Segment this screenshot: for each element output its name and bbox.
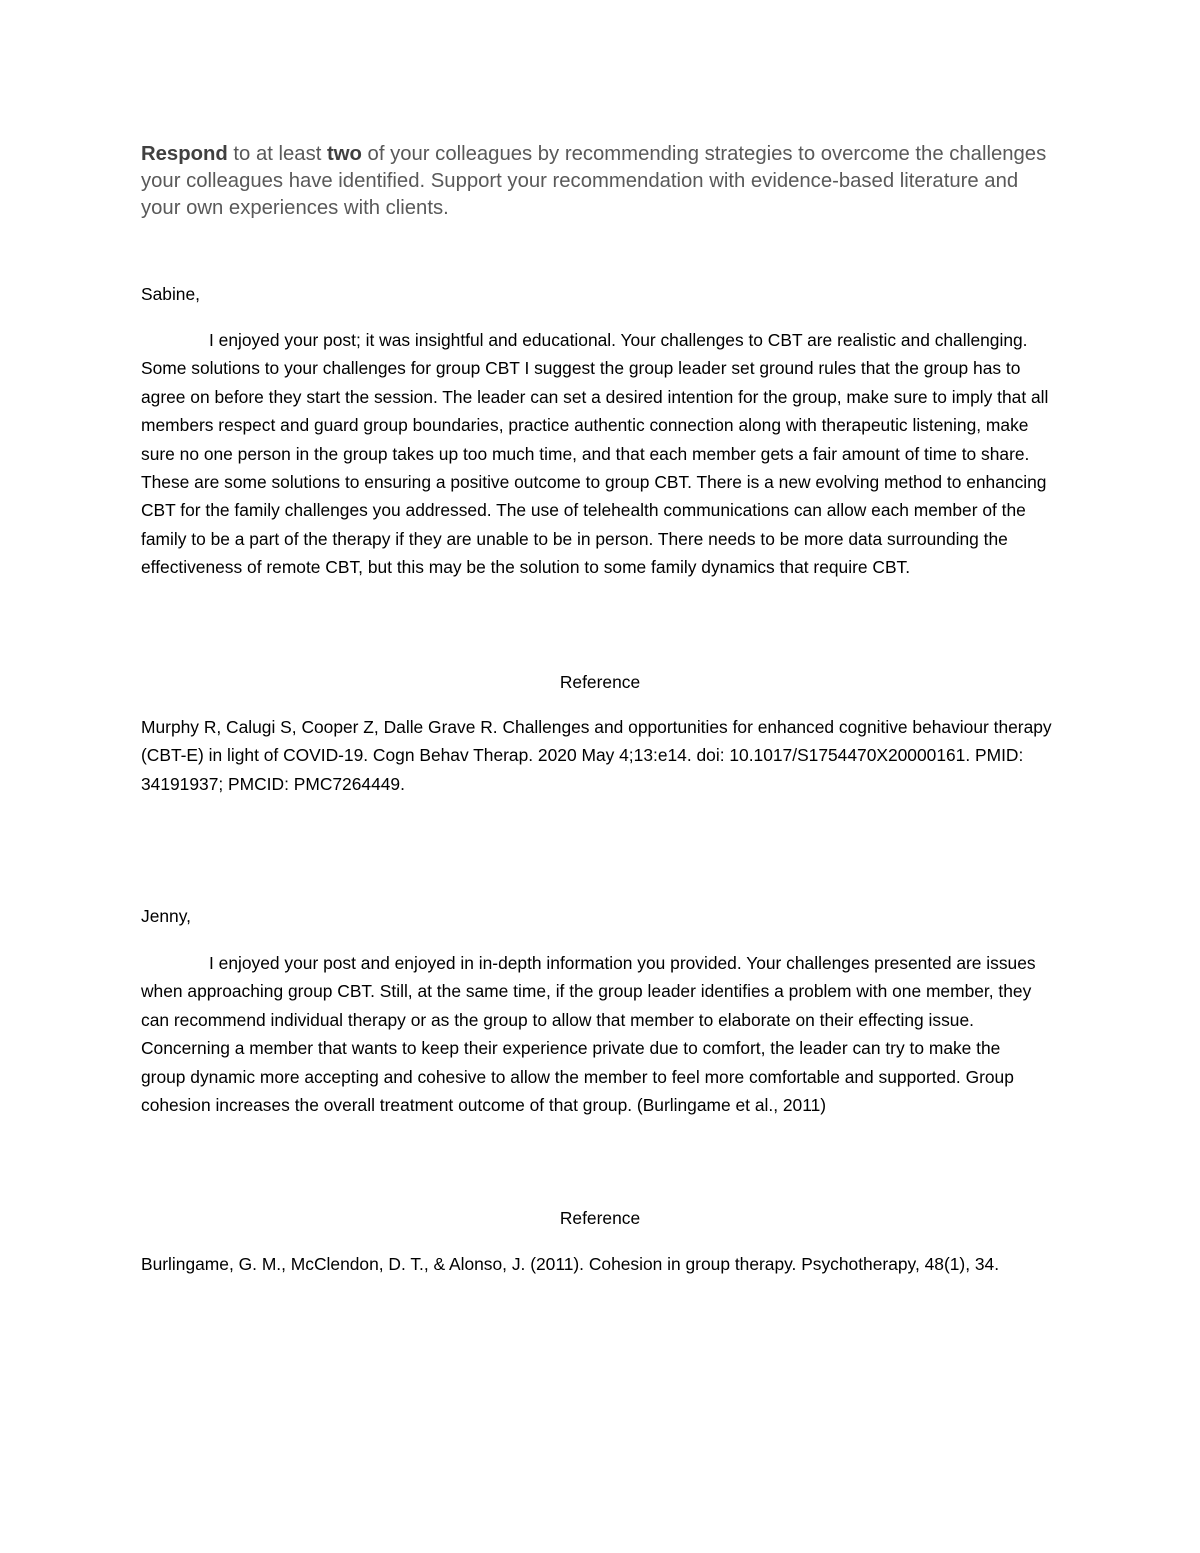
response-body-sabine: I enjoyed your post; it was insightful and educational. Your challenges to CBT are realistic and challenging. Some solutions to your challenges for group CBT I suggest the group leader set ground rules that the group has to agree on before they start the session. The leader can set a desired intention for the group, make sure to imply that all members respect and guard group boundaries, practice authentic connection along with therapeutic listening, make sure no one person in the group takes up too much time, and that each member gets a fair amount of time to share. These are some solutions to ensuring a positive outcome to group CBT. There is a new evolving method to enhancing CBT for the family challenges you addressed. The use of telehealth communications can allow each member of the family to be a part of the therapy if they are unable to be in person. There needs to be more data surrounding the effectiveness of remote CBT, but this may be the solution to some family dynamics that require CBT.	[141, 330, 1049, 578]
reference-heading-jenny: Reference	[559, 1208, 641, 1228]
reference-citation-jenny: Burlingame, G. M., McClendon, D. T., & Alonso, J. (2011). Cohesion in group therapy. Psychotherapy, 48(1), 34.	[141, 1254, 1000, 1274]
prompt-respond-word: Respond	[141, 143, 228, 165]
prompt-text-part2: of your colleagues by recommending strategies to overcome the challenges your colleagues have identified. Support your recommendation with evidence-based literature and your own experiences with clients.	[141, 143, 1047, 219]
reference-citation-sabine: Murphy R, Calugi S, Cooper Z, Dalle Grave R. Challenges and opportunities for enhanced cognitive behaviour therapy (CBT-E) in light of COVID-19. Cogn Behav Therap. 2020 May 4;13:e14. doi: 10.1017/S1754470X20000161. PMID: 34191937; PMCID: PMC7264449.	[141, 717, 1052, 794]
prompt-text-part1: to at least	[227, 143, 327, 165]
reference-heading-sabine: Reference	[559, 672, 641, 692]
response-body-jenny: I enjoyed your post and enjoyed in in-depth information you provided. Your challenges presented are issues when approaching group CBT. Still, at the same time, if the group leader identifies a problem with one member, they can recommend individual therapy or as the group to allow that member to elaborate on their effecting issue. Concerning a member that wants to keep their experience private due to comfort, the leader can try to make the group dynamic more accepting and cohesive to allow the member to feel more comfortable and supported. Group cohesion increases the overall treatment outcome of that group. (Burlingame et al., 2011)	[141, 953, 1036, 1116]
salutation-jenny: Jenny,	[141, 906, 191, 926]
assignment-prompt	[141, 141, 1061, 222]
salutation-sabine: Sabine,	[141, 284, 200, 304]
prompt-two-word: two	[326, 143, 362, 165]
